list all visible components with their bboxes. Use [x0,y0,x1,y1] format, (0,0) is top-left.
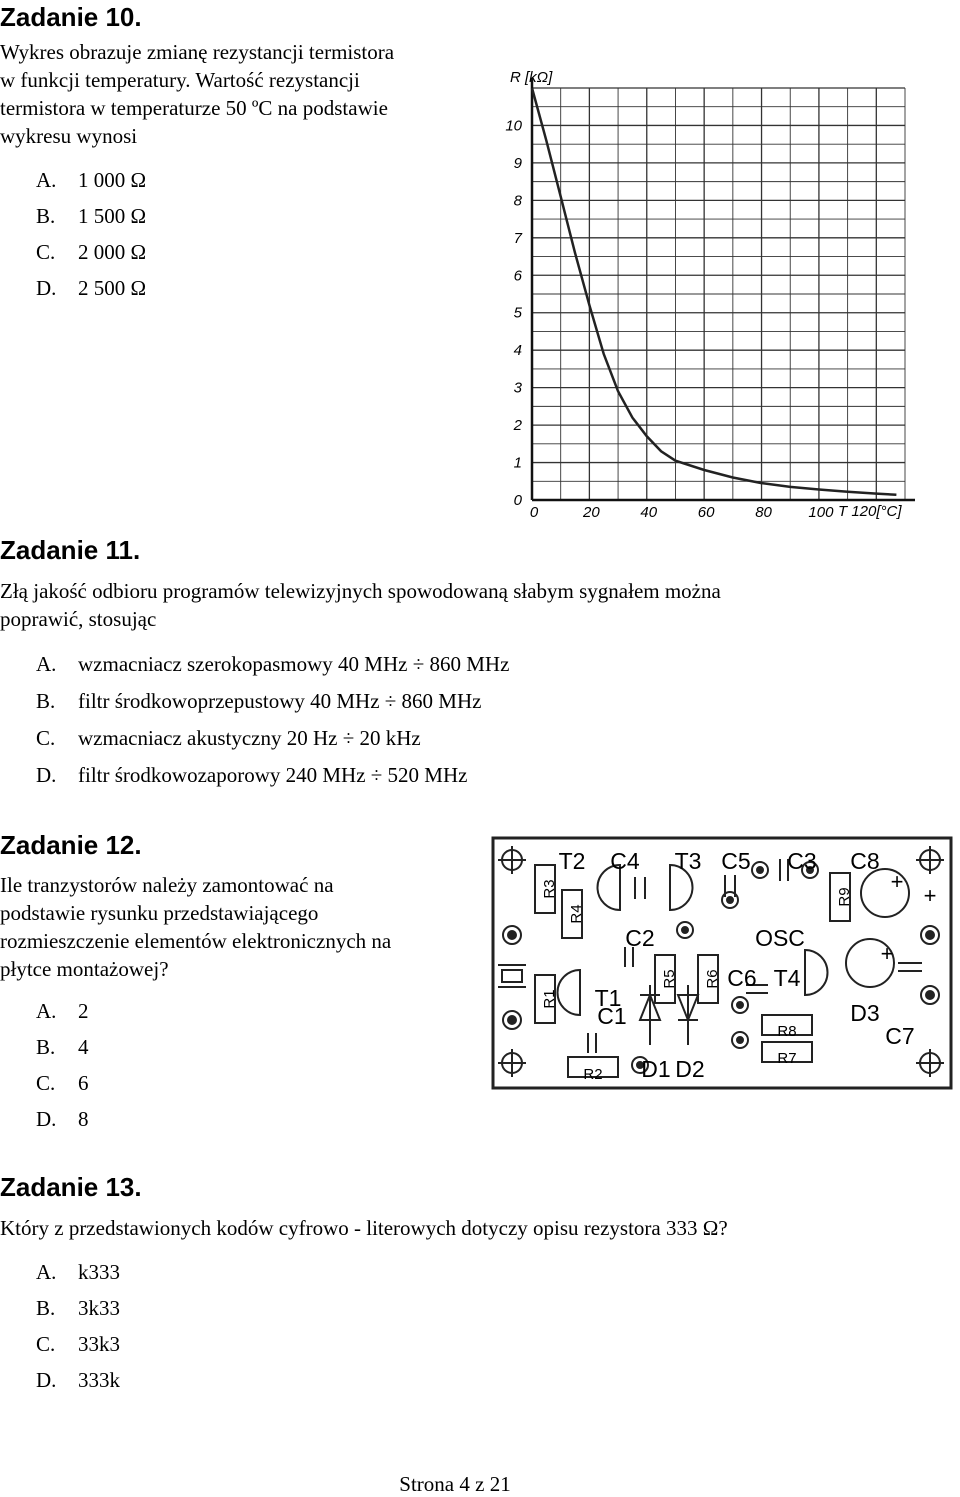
pcb-label-r6: R6 [703,969,721,989]
pcb-label-r7: R7 [777,1049,797,1067]
pcb-label-r2: R2 [583,1065,603,1083]
pcb-label-d3: D3 [850,1000,880,1027]
answer-option[interactable]: C. wzmacniacz akustyczny 20 Hz ÷ 20 kHz [36,726,421,750]
chart-ytick-label: 3 [513,379,522,397]
pcb-label-t1: T1 [594,985,622,1012]
question-line: Ile tranzystorów należy zamontować na [0,873,334,897]
task-10-heading: Zadanie 10. [0,2,142,32]
chart-xtick-label: 20 [583,504,600,521]
task-11-heading: Zadanie 11. [0,535,141,565]
task-13-heading: Zadanie 13. [0,1172,142,1202]
answer-option[interactable]: A. 2 [36,999,89,1023]
pcb-label-r8: R8 [777,1022,797,1040]
task-10-answers [36,167,146,301]
pcb-plus-mark: + [890,868,904,894]
pcb-plus-mark: + [880,940,894,966]
pcb-label-c6: C6 [727,965,757,992]
answer-option[interactable]: A. 1 000 Ω [36,168,147,192]
pcb-label-c4: C4 [610,848,640,875]
question-line: podstawie rysunku przedstawiającego [0,901,319,925]
pcb-label-c7: C7 [885,1023,915,1050]
chart-grid [532,78,915,500]
chart-xtick-label: 100 [808,504,834,521]
answer-option[interactable]: B. 4 [36,1035,89,1059]
task-13-question [0,1214,950,1242]
question-line: Wykres obrazuje zmianę rezystancji termistora [0,40,395,64]
pcb-label-t2: T2 [558,848,586,875]
pcb-label-c5: C5 [721,848,751,875]
question-line: termistora w temperaturze 50 ºC na podstawie [0,96,388,120]
answer-option[interactable]: D. 333k [36,1368,120,1392]
pcb-label-t3: T3 [674,848,702,875]
task-12-heading: Zadanie 12. [0,830,142,860]
answer-option[interactable]: C. 6 [36,1071,89,1095]
question-line: poprawić, stosując [0,607,157,631]
chart-ylabel: R [kΩ] [510,69,553,86]
answer-option[interactable]: C. 2 000 Ω [36,240,147,264]
chart-ytick-label: 5 [513,304,522,322]
chart-ytick-label: 8 [513,192,522,210]
chart-ytick-label: 4 [513,342,522,360]
chart-xtick-label: 60 [697,504,715,521]
chart-ytick-label: 7 [513,229,522,247]
chart-ticks [505,117,834,521]
chart-xlabel: T 120[°C] [838,503,902,520]
answer-option[interactable]: B. 1 500 Ω [36,204,147,228]
pcb-label-t4: T4 [773,965,801,992]
pcb-label-osc: OSC [755,925,805,952]
chart-xtick-label: 80 [755,504,772,521]
chart-ytick-label: 2 [513,417,522,435]
pcb-label-r1: R1 [540,989,558,1009]
chart-xtick-label: 0 [529,504,539,521]
question-line: Który z przedstawionych kodów cyfrowo - literowych dotyczy opisu rezystora 333 Ω? [0,1216,728,1240]
answer-option[interactable]: B. filtr środkowoprzepustowy 40 MHz ÷ 860 MHz [36,689,482,713]
answer-option[interactable]: C. 33k3 [36,1332,120,1356]
chart-series-line [532,88,896,495]
pcb-label-r4: R4 [567,904,585,924]
pcb-label-r5: R5 [660,969,678,989]
answer-option[interactable]: D. 2 500 Ω [36,276,147,300]
answer-option[interactable]: A. k333 [36,1260,120,1284]
pcb-layout-drawing [490,835,956,1093]
answer-option[interactable]: D. filtr środkowozaporowy 240 MHz ÷ 520 MHz [36,763,468,787]
chart-ytick-label: 10 [505,117,522,135]
chart-ytick-label: 0 [513,492,522,509]
pcb-label-c2: C2 [625,925,655,952]
question-line: Złą jakość odbioru programów telewizyjnych spowodowaną słabym sygnałem można [0,579,721,603]
pcb-label-c3: C3 [787,848,817,875]
chart-xtick-label: 40 [640,504,658,521]
pcb-label-c1: C1 [597,1003,627,1030]
task-12-answers [36,998,89,1132]
thermistor-chart [490,60,930,525]
task-11-answers [36,651,509,788]
task-11-question [0,577,940,633]
page-footer: Strona 4 z 21 [399,1472,511,1496]
chart-ytick-label: 6 [513,267,522,285]
pcb-label-d1: D1 [641,1056,671,1083]
pcb-label-r3: R3 [540,879,558,899]
chart-ytick-label: 9 [513,154,522,172]
task-10-question [0,38,470,150]
pcb-label-d2: D2 [675,1056,705,1083]
task-12-question [0,871,470,983]
task-13-answers [36,1259,120,1393]
pcb-label-c8: C8 [850,848,880,875]
question-line: płytce montażowej? [0,957,169,981]
question-line: rozmieszczenie elementów elektronicznych na [0,929,392,953]
answer-option[interactable]: B. 3k33 [36,1296,120,1320]
pcb-label-r9: R9 [835,887,853,907]
chart-ytick-label: 1 [513,454,522,472]
answer-option[interactable]: A. wzmacniacz szerokopasmowy 40 MHz ÷ 860 MHz [36,652,510,676]
question-line: w funkcji temperatury. Wartość rezystancji [0,68,360,92]
pcb-plus-mark: + [923,882,937,908]
answer-option[interactable]: D. 8 [36,1107,89,1131]
question-line: wykresu wynosi [0,124,138,148]
